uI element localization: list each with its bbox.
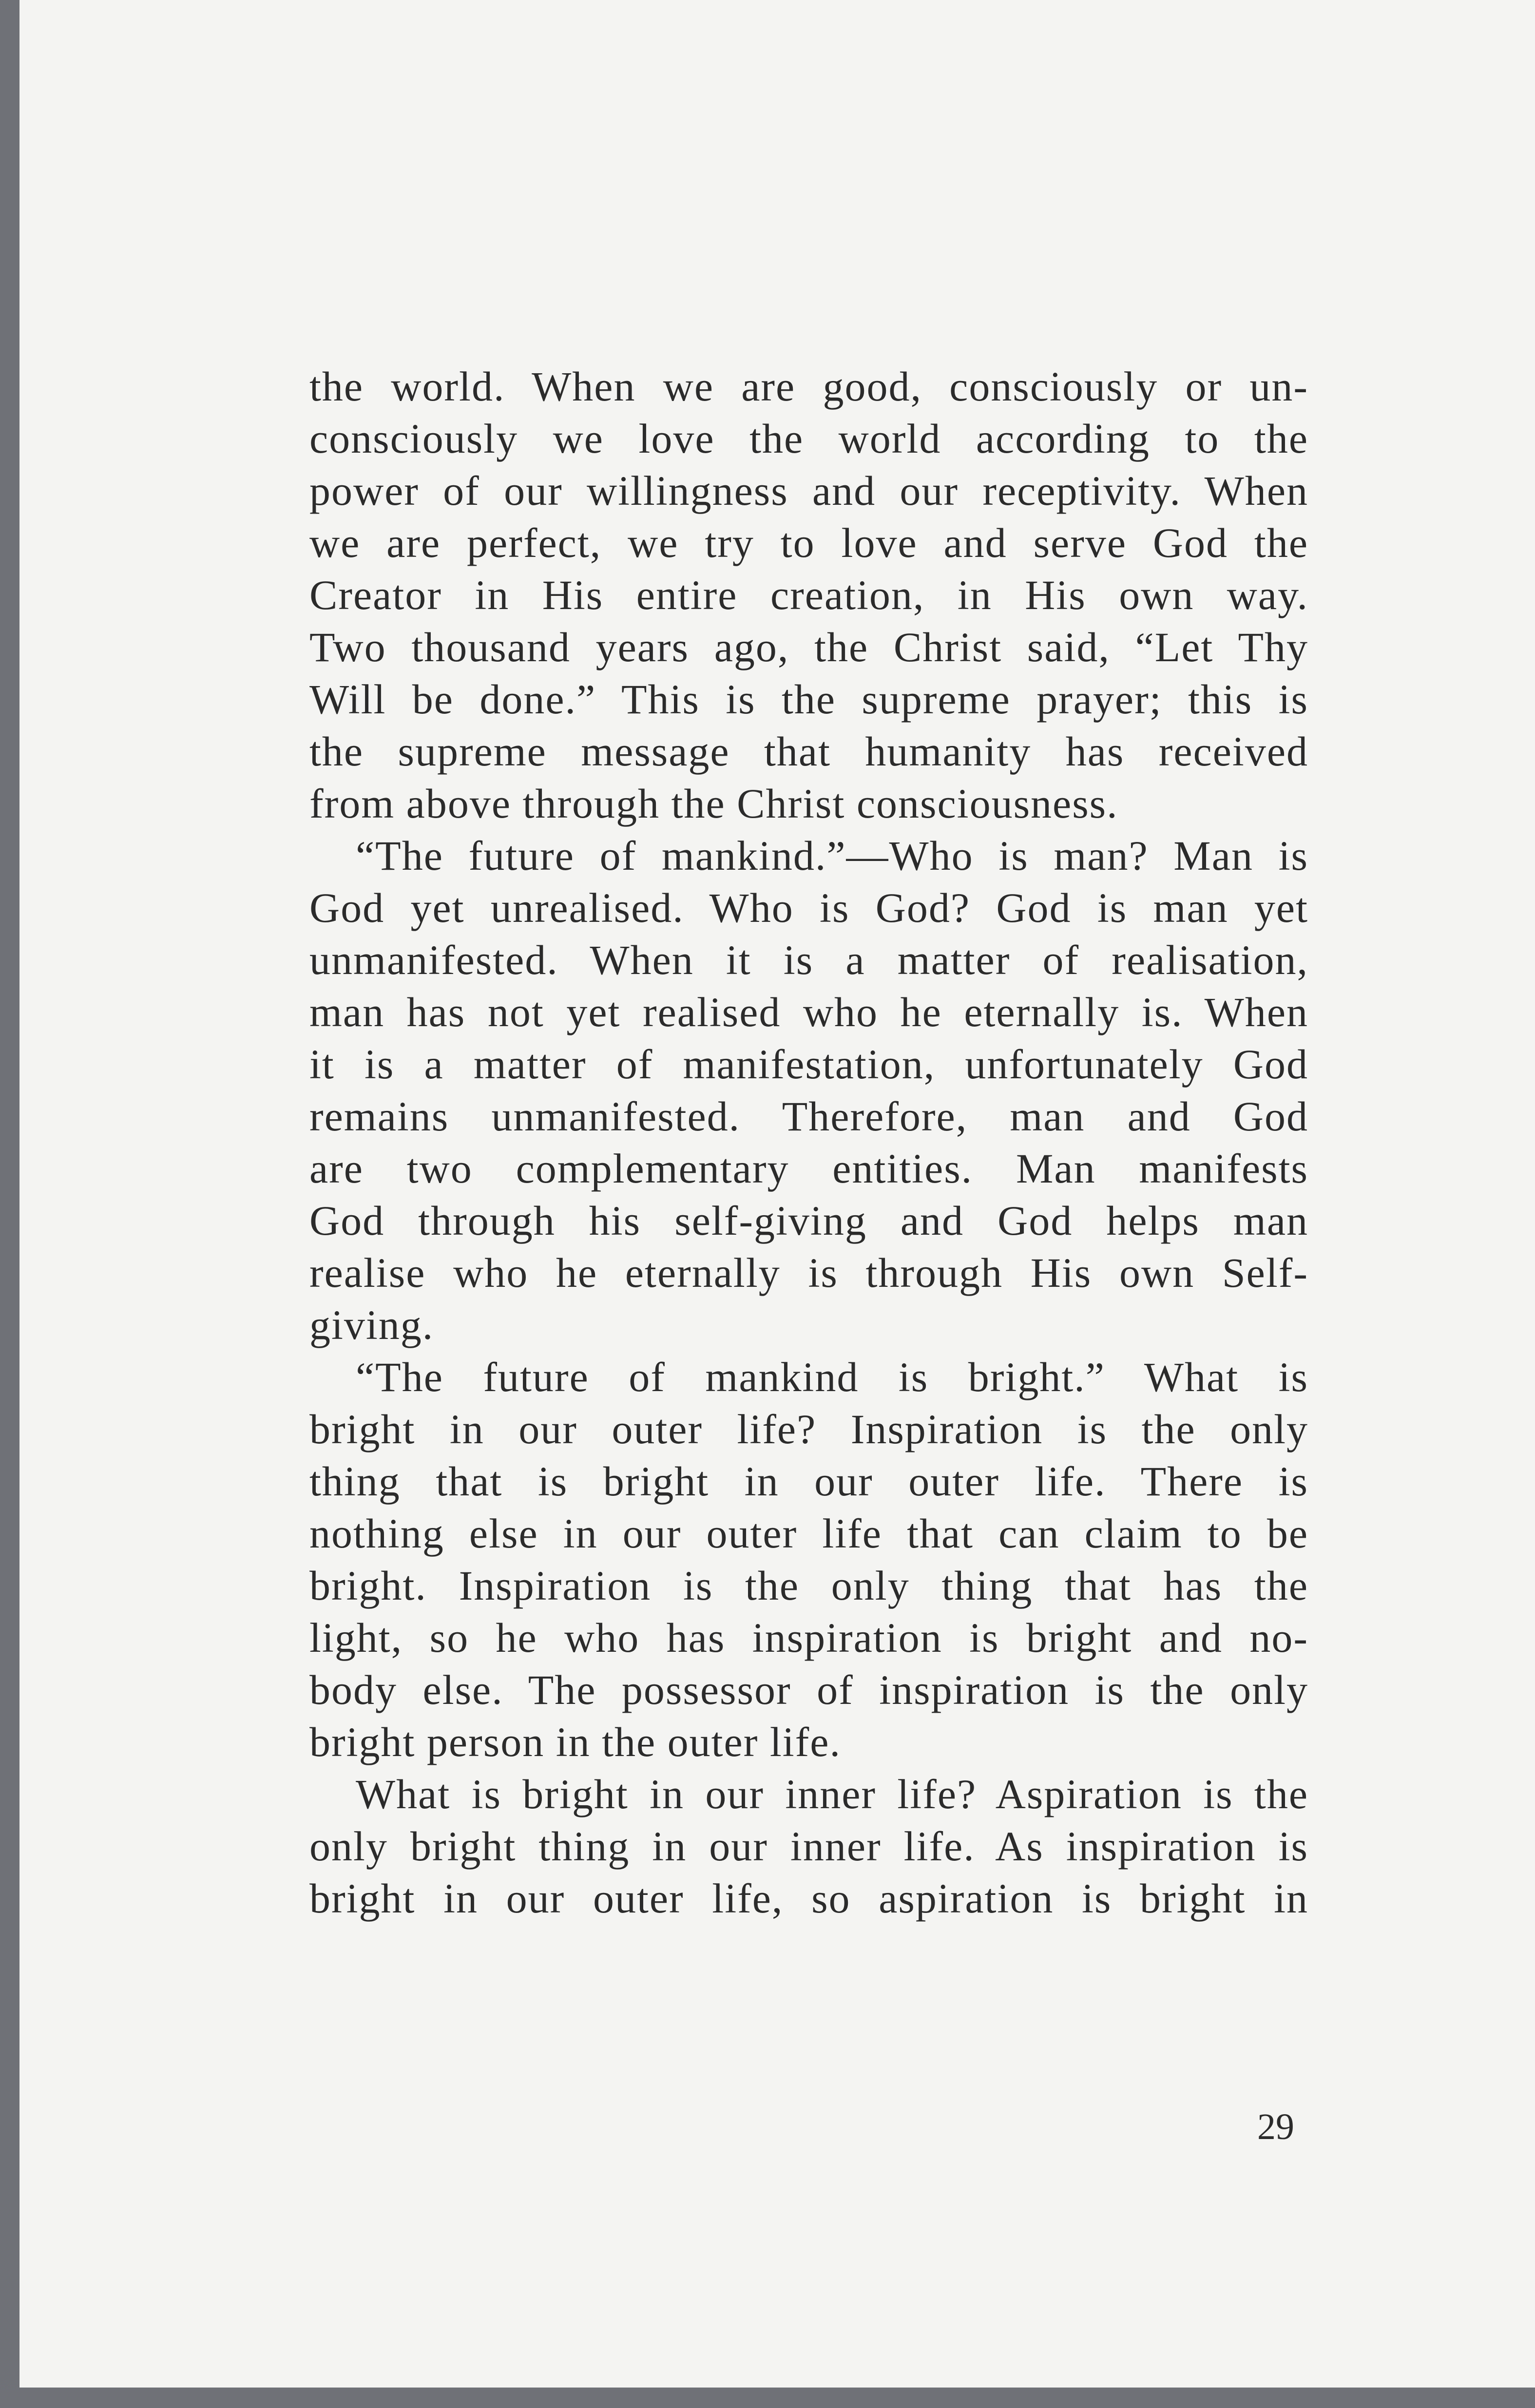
text-line: remains unmanifested. Therefore, man and God [309,1093,1308,1140]
text-line: bright in our outer life, so aspiration is bright in [309,1875,1308,1922]
text-line: unmanifested. When it is a matter of realisation, [309,936,1308,983]
text-line: only bright thing in our inner life. As inspiration is [309,1823,1308,1870]
text-line: What is bright in our inner life? Aspiration is the [356,1771,1308,1817]
text-line: Two thousand years ago, the Christ said, “Let Thy [309,624,1308,670]
text-line: man has not yet realised who he eternally is. When [309,989,1308,1035]
text-line: giving. [309,1301,434,1348]
text-line: Will be done.” This is the supreme prayer; this is [309,676,1308,723]
text-line: God yet unrealised. Who is God? God is man yet [309,884,1308,931]
text-line: bright in our outer life? Inspiration is the only [309,1406,1308,1452]
text-line: thing that is bright in our outer life. There is [309,1458,1308,1505]
text-line: light, so he who has inspiration is bright and no- [309,1614,1308,1661]
text-line: the world. When we are good, consciously or un- [309,363,1308,410]
text-line: consciously we love the world according to the [309,415,1308,462]
text-line: from above through the Christ consciousness. [309,780,1118,827]
text-line: body else. The possessor of inspiration is the only [309,1666,1308,1713]
body-text [309,361,1308,1925]
text-line: the supreme message that humanity has received [309,728,1308,775]
page-number: 29 [1257,2106,1294,2147]
text-line: nothing else in our outer life that can claim to be [309,1510,1308,1557]
text-line: we are perfect, we try to love and serve God the [309,519,1308,566]
text-line: bright. Inspiration is the only thing that has the [309,1562,1308,1609]
text-line: realise who he eternally is through His own Self- [309,1249,1308,1296]
book-page [19,0,1535,2388]
text-line: it is a matter of manifestation, unfortunately God [309,1041,1308,1088]
text-line: power of our willingness and our receptivity. When [309,467,1308,514]
text-line: are two complementary entities. Man manifests [309,1145,1308,1192]
text-line: God through his self-giving and God helps man [309,1197,1308,1244]
text-line: bright person in the outer life. [309,1719,841,1765]
text-line: Creator in His entire creation, in His own way. [309,572,1308,618]
text-line: “The future of mankind is bright.” What is [356,1354,1308,1400]
text-line: “The future of mankind.”—Who is man? Man is [356,832,1308,879]
